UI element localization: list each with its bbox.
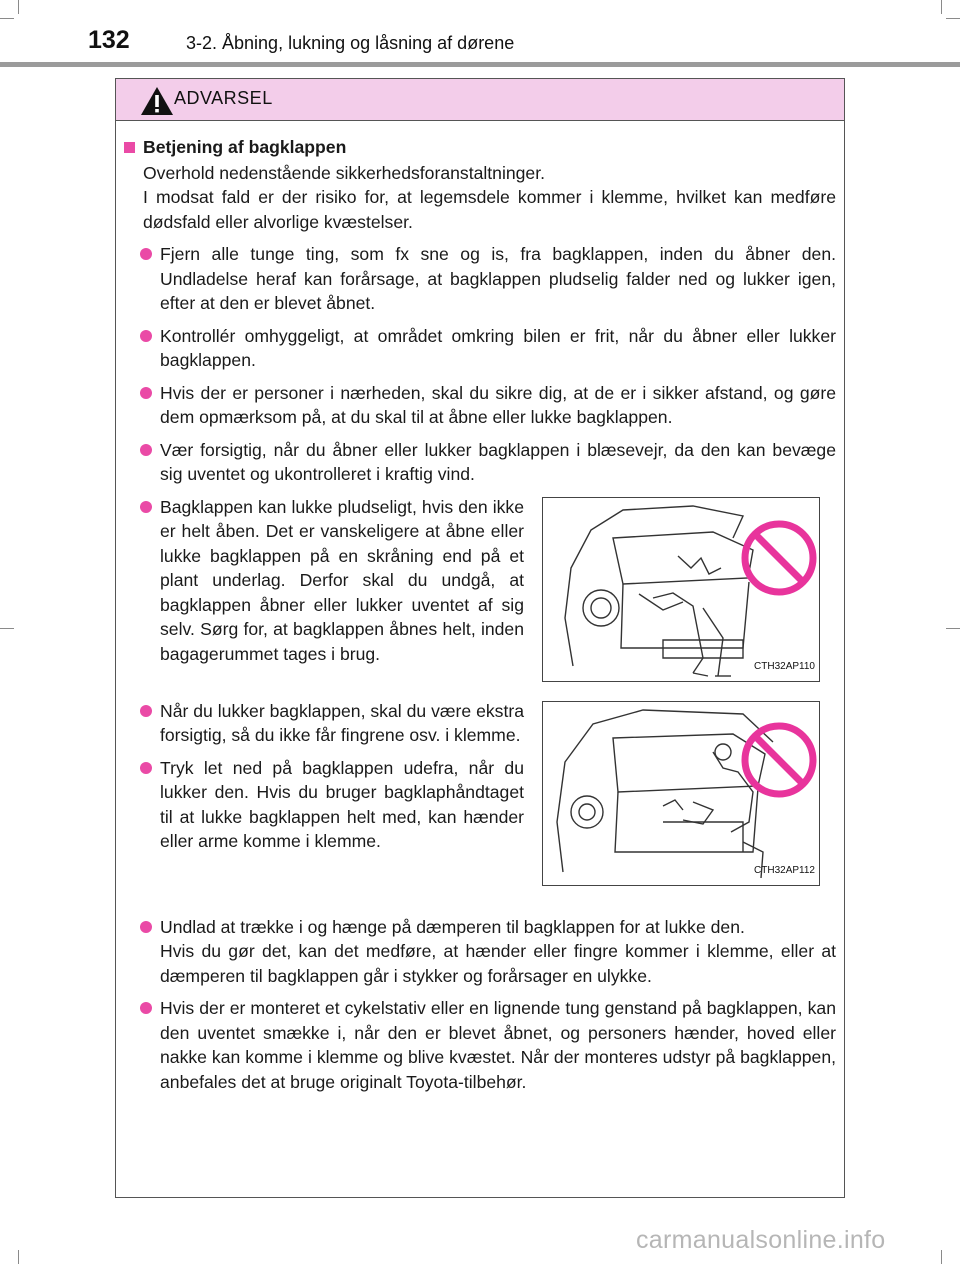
figure-code: CTH32AP112 [754, 865, 815, 876]
bullet-dot-icon [140, 501, 152, 513]
list-item [124, 699, 524, 748]
list-item-text: Vær forsigtig, når du åbner eller lukker bagklappen i blæsevejr, da den kan bevæge sig uventet og ukontrolleret i kraftig vind. [160, 439, 836, 484]
intro-line: I modsat fald er der risiko for, at legemsdele kommer i klemme, hvilket kan medføre dødsfald eller alvorlige kvæstelser. [143, 187, 836, 232]
crop-mark [18, 1250, 19, 1264]
list-item [124, 438, 836, 487]
warning-triangle-icon [140, 86, 174, 116]
watermark: carmanualsonline.info [636, 1226, 886, 1254]
header-rule [0, 62, 960, 67]
warning-box [115, 78, 845, 1198]
figure-text [124, 699, 524, 915]
warning-header [116, 79, 844, 121]
car-tailgate-illustration [543, 498, 819, 681]
list-item-text: Undlad at trække i og hænge på dæmperen til bagklappen for at lukke den. [160, 916, 745, 937]
figure-row [124, 699, 836, 915]
intro-line: Overhold nedenstående sikkerhedsforanstaltninger. [143, 162, 545, 183]
figure-code: CTH32AP110 [754, 661, 815, 672]
list-item [124, 381, 836, 430]
crop-mark [946, 628, 960, 629]
section-heading-text: Betjening af bagklappen [143, 137, 347, 157]
car-tailgate-closing-illustration [543, 702, 819, 885]
bullet-dot-icon [140, 921, 152, 933]
section-heading [124, 135, 836, 160]
bullet-dot-icon [140, 444, 152, 456]
figure-row [124, 495, 836, 691]
list-item-text: Fjern alle tunge ting, som fx sne og is, fra bagklappen, inden du åbner den. Undladelse heraf kan forårsage, at bagklappen pludselig falder ned og lukker igen, efter at den er blevet åbnet. [160, 244, 836, 313]
bullet-dot-icon [140, 705, 152, 717]
list-item-text: Bagklappen kan lukke pludseligt, hvis den ikke er helt åben. Det er vanskeligere at åbne eller lukke bagklappen på en skråning end på et plant underlag. Derfor skal du undgå, at bagklappen åbner eller lukker uventet af sig selv. Sørg for, at bagklappen åbnes helt, inden bagagerummet tages i brug. [160, 496, 524, 664]
list-item [124, 495, 524, 667]
page-number: 132 [88, 26, 130, 54]
bullet-dot-icon [140, 762, 152, 774]
section-title: 3-2. Åbning, lukning og låsning af dørene [186, 33, 515, 53]
bullet-dot-icon [140, 330, 152, 342]
crop-mark [0, 18, 14, 19]
list-item-text: Hvis du gør det, kan det medføre, at hænder eller fingre kommer i klemme, eller at dæmperen til bagklappen går i stykker og forårsager en ulykke. [160, 941, 836, 986]
square-bullet-icon [124, 142, 135, 153]
figure-text [124, 495, 524, 691]
list-item-text: Hvis der er monteret et cykelstativ eller en lignende tung genstand på bagklappen, kan den uventet smække i, når den er blevet åbnet, og personers hænder, hoved eller nakke kan komme i klemme og blive kvæstet. Når der monteres udstyr på bagklappen, anbefales det at bruge originalt Toyota-tilbehør. [160, 998, 836, 1092]
list-item [124, 915, 836, 989]
crop-mark [0, 628, 14, 629]
list-item [124, 756, 524, 854]
crop-mark [18, 0, 19, 14]
illustration-tailgate-closing [542, 701, 820, 886]
list-item [124, 242, 836, 316]
crop-mark [941, 1250, 942, 1264]
page-header [0, 24, 960, 64]
crop-mark [941, 0, 942, 14]
bullet-dot-icon [140, 387, 152, 399]
list-item-text: Når du lukker bagklappen, skal du være ekstra forsigtig, så du ikke får fingrene osv. i klemme. [160, 700, 524, 745]
bullet-dot-icon [140, 1002, 152, 1014]
list-item-text: Tryk let ned på bagklappen udefra, når du lukker den. Hvis du bruger bagklaphåndtaget til at lukke bagklappen helt med, kan hænder eller arme komme i klemme. [160, 757, 524, 851]
list-item-text: Hvis der er personer i nærheden, skal du sikre dig, at de er i sikker afstand, og gøre dem opmærksom på, at du skal til at åbne eller lukke bagklappen. [160, 382, 836, 427]
list-item [124, 324, 836, 373]
bullet-dot-icon [140, 248, 152, 260]
warning-label: ADVARSEL [174, 88, 273, 108]
warning-content [124, 135, 836, 1094]
illustration-tailgate-open [542, 497, 820, 682]
list-item [124, 996, 836, 1094]
list-item-text: Kontrollér omhyggeligt, at området omkring bilen er frit, når du åbner eller lukker bagklappen. [160, 325, 836, 370]
crop-mark [946, 18, 960, 19]
